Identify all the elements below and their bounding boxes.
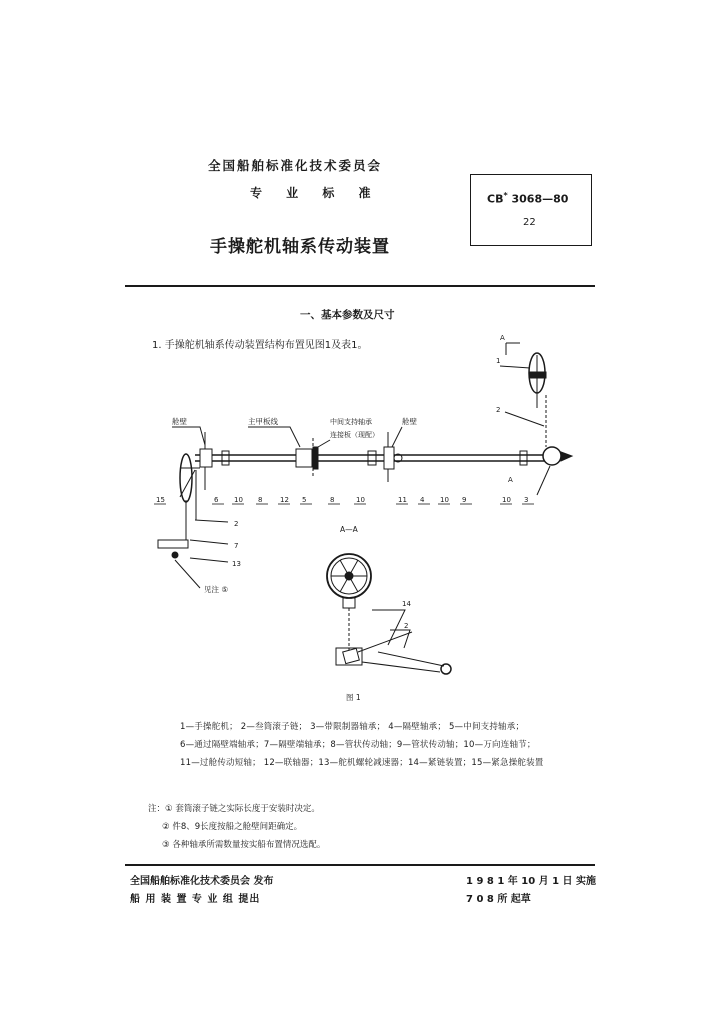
document-title: 手操舵机轴系传动装置 bbox=[210, 237, 390, 257]
chain-arm-2 bbox=[378, 652, 444, 666]
code-mark: * bbox=[503, 191, 508, 200]
footer-publisher: 全国船舶标准化技术委员会 发布 bbox=[130, 876, 274, 887]
note-line-2: ② 件8、9长度按船之舱壁间距确定。 bbox=[162, 822, 303, 832]
label-middle-support: 中间支持轴承 bbox=[330, 418, 372, 426]
section-hub bbox=[345, 572, 353, 580]
joint-left bbox=[200, 449, 212, 467]
leader-left-2 bbox=[195, 520, 228, 522]
bottom-divider bbox=[125, 864, 595, 866]
bottom-number-10: 10 bbox=[440, 496, 449, 504]
standard-code-sub: 22 bbox=[523, 217, 536, 228]
standard-type: 专 业 标 准 bbox=[250, 186, 371, 200]
leader-3 bbox=[537, 466, 550, 495]
label-see-note: 见注 ⑤ bbox=[204, 585, 229, 594]
footer-proposer: 船 用 装 置 专 业 组 提出 bbox=[130, 894, 261, 905]
leader-bulkhead-left bbox=[172, 427, 205, 445]
bottom-number-4: 4 bbox=[420, 496, 425, 504]
leader-1 bbox=[500, 366, 530, 368]
bottom-number-9: 9 bbox=[462, 496, 467, 504]
label-connect-plate: 连接板（现配） bbox=[330, 431, 379, 439]
footer-date: 1 9 8 1 年 10 月 1 日 实施 bbox=[466, 876, 597, 887]
leader-2 bbox=[505, 412, 544, 426]
leader-15 bbox=[180, 470, 195, 497]
gear-end-cap bbox=[561, 452, 572, 461]
coupling-12 bbox=[296, 449, 312, 467]
joint-mid bbox=[368, 451, 376, 465]
bottom-number-row bbox=[154, 496, 534, 504]
label-left-7: 7 bbox=[234, 542, 239, 550]
label-bulkhead-left: 舱壁 bbox=[172, 417, 187, 426]
bottom-number-12: 12 bbox=[280, 496, 289, 504]
legend-line-3: 11—过舱传动短轴； 12—联轴器；13—舵机螺轮减速器；14—紧链装置；15—紧急操舵装置 bbox=[180, 758, 544, 768]
section-heading: 一、基本参数及尺寸 bbox=[300, 309, 395, 321]
bottom-number-6: 6 bbox=[214, 496, 219, 504]
note-line-1: 注：① 套筒滚子链之实际长度于安装时决定。 bbox=[148, 804, 320, 814]
label-num-2: 2 bbox=[496, 406, 501, 414]
chain-arm-lower bbox=[362, 662, 440, 672]
label-view-a-top: A bbox=[500, 334, 505, 342]
chain-sprocket bbox=[441, 664, 451, 674]
support-bearing-5 bbox=[313, 447, 318, 469]
joint-left-2 bbox=[222, 451, 229, 465]
leader-connect bbox=[318, 440, 330, 447]
code-prefix: CB bbox=[487, 192, 504, 206]
label-left-13: 13 bbox=[232, 560, 241, 568]
bottom-number-15: 15 bbox=[156, 496, 165, 504]
leader-7 bbox=[190, 540, 228, 544]
legend-line-2: 6—通过隔壁端轴承；7—隔壁端轴承；8—管状传动轴；9—管状传动轴；10—万向连轴节； bbox=[180, 740, 536, 750]
top-handwheel-hub bbox=[530, 372, 546, 378]
leader-14 bbox=[372, 610, 405, 645]
leader-deck bbox=[248, 427, 300, 447]
tensioner-block bbox=[343, 648, 360, 663]
bottom-number-8: 8 bbox=[258, 496, 263, 504]
figure-caption: 图 1 bbox=[346, 693, 361, 702]
joint-far bbox=[520, 451, 527, 465]
label-deck: 主甲板线 bbox=[248, 417, 278, 426]
label-section-14: 14 bbox=[402, 600, 411, 608]
bottom-number-8: 8 bbox=[330, 496, 335, 504]
bottom-number-5: 5 bbox=[302, 496, 307, 504]
code-number: 3068—80 bbox=[511, 192, 569, 206]
leader-see-note bbox=[175, 560, 200, 588]
section-base bbox=[343, 598, 355, 608]
reducer-13 bbox=[158, 540, 188, 548]
bottom-number-10: 10 bbox=[234, 496, 243, 504]
label-left-2: 2 bbox=[234, 520, 239, 528]
note-line-3: ③ 各种轴承所需数量按实船布置情况选配。 bbox=[162, 840, 326, 850]
organization-name: 全国船舶标准化技术委员会 bbox=[208, 158, 383, 173]
tensioner-arm-upper bbox=[358, 632, 412, 652]
reducer-knob bbox=[172, 552, 178, 558]
label-section-2: 2 bbox=[404, 622, 409, 630]
label-num-1: 1 bbox=[496, 357, 501, 365]
label-bulkhead-right: 舱壁 bbox=[402, 417, 417, 426]
leader-13 bbox=[190, 558, 228, 562]
label-view-a-side: A bbox=[508, 476, 513, 484]
legend-line-1: 1—手操舵机； 2—叁筒滚子链； 3—带限制器轴承； 4—隔壁轴承； 5—中间支持轴承； bbox=[180, 722, 525, 732]
section-paragraph: 1. 手操舵机轴系传动装置结构布置见图1及表1。 bbox=[152, 340, 368, 351]
gear-end-ball bbox=[543, 447, 561, 465]
bottom-number-11: 11 bbox=[398, 496, 407, 504]
label-section-aa: A—A bbox=[340, 525, 358, 534]
footer-drafter: 7 0 8 所 起草 bbox=[466, 894, 531, 905]
bottom-number-10: 10 bbox=[356, 496, 365, 504]
bottom-number-3: 3 bbox=[524, 496, 529, 504]
bulkhead-bearing-4 bbox=[384, 447, 394, 469]
leader-bulkhead-right bbox=[392, 427, 402, 447]
bottom-number-10: 10 bbox=[502, 496, 511, 504]
